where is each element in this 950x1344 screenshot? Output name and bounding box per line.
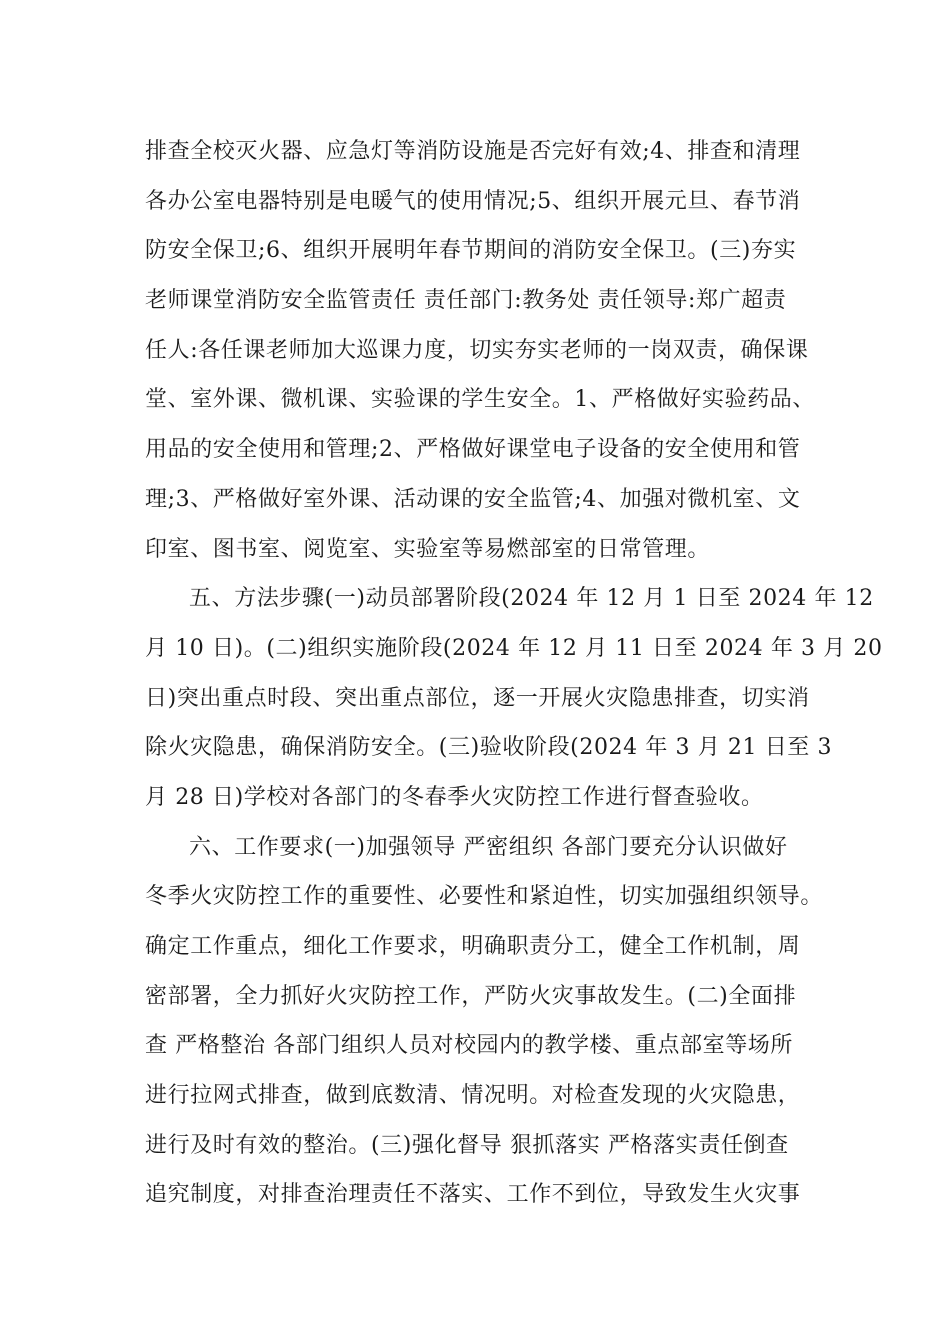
text-line: 老师课堂消防安全监管责任 责任部门:教务处 责任领导:郑广超责 [145, 288, 787, 314]
text-line: 月 28 日)学校对各部门的冬春季火灾防控工作进行督查验收。 [145, 784, 764, 810]
text-line: 查 严格整治 各部门组织人员对校园内的教学楼、重点部室等场所 [145, 1033, 793, 1059]
text-line: 月 10 日)。(二)组织实施阶段(2024 年 12 月 11 日至 2024 年 3 月 20 [145, 635, 883, 661]
text-line: 堂、室外课、微机课、实验课的学生安全。1、严格做好实验药品、 [145, 387, 815, 413]
text-line: 进行及时有效的整治。(三)强化督导 狠抓落实 严格落实责任倒查 [145, 1132, 789, 1158]
text-line: 冬季火灾防控工作的重要性、必要性和紧迫性，切实加强组织领导。 [145, 884, 824, 910]
section-heading-line: 六、工作要求(一)加强领导 严密组织 各部门要充分认识做好 [189, 834, 788, 860]
text-line: 日)突出重点时段、突出重点部位，逐一开展火灾隐患排查，切实消 [145, 685, 810, 711]
text-line: 任人:各任课老师加大巡课力度，切实夯实老师的一岗双责，确保课 [145, 337, 809, 363]
document-body [145, 132, 883, 1225]
text-line: 进行拉网式排查，做到底数清、情况明。对检查发现的火灾隐患， [145, 1083, 801, 1109]
text-line: 理;3、严格做好室外课、活动课的安全监管;4、加强对微机室、文 [145, 486, 801, 512]
text-line: 用品的安全使用和管理;2、严格做好课堂电子设备的安全使用和管 [145, 437, 801, 463]
text-line: 排查全校灭火器、应急灯等消防设施是否完好有效;4、排查和清理 [145, 139, 801, 164]
text-line: 印室、图书室、阅览室、实验室等易燃部室的日常管理。 [145, 536, 711, 562]
text-line: 除火灾隐患，确保消防安全。(三)验收阶段(2024 年 3 月 21 日至 3 [145, 735, 833, 761]
text-line: 确定工作重点，细化工作要求，明确职责分工，健全工作机制，周 [145, 934, 801, 959]
text-line: 追究制度，对排查治理责任不落实、工作不到位，导致发生火灾事 [145, 1182, 801, 1208]
text-line: 各办公室电器特别是电暖气的使用情况;5、组织开展元旦、春节消 [145, 188, 801, 214]
text-line: 防安全保卫;6、组织开展明年春节期间的消防安全保卫。(三)夯实 [145, 238, 797, 264]
section-heading-line: 五、方法步骤(一)动员部署阶段(2024 年 12 月 1 日至 2024 年 12 [189, 586, 874, 612]
text-line: 密部署，全力抓好火灾防控工作，严防火灾事故发生。(二)全面排 [145, 983, 797, 1009]
